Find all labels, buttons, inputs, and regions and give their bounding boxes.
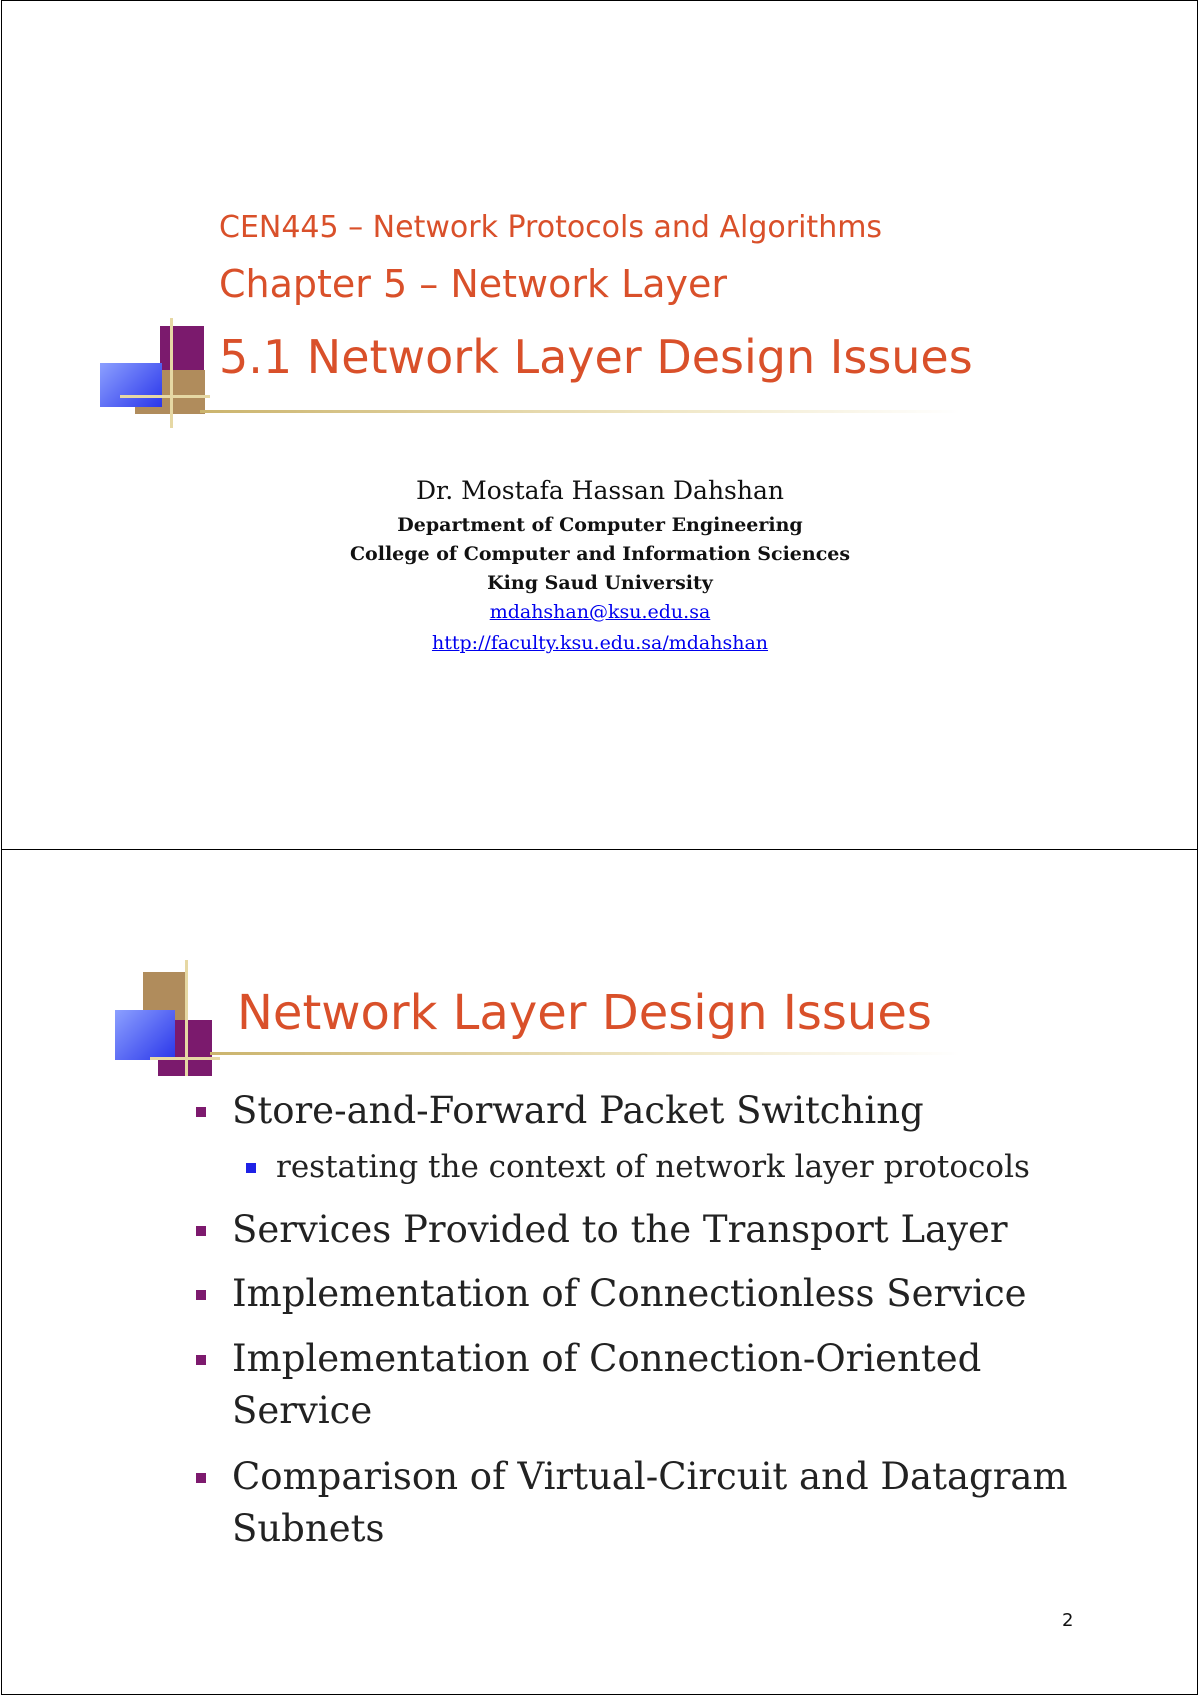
section-title: 5.1 Network Layer Design Issues xyxy=(219,330,973,384)
square-bullet-icon xyxy=(196,1107,206,1117)
course-title: CEN445 – Network Protocols and Algorithms xyxy=(219,210,883,245)
square-bullet-icon xyxy=(196,1226,206,1236)
square-bullet-icon xyxy=(196,1355,206,1365)
department: Department of Computer Engineering xyxy=(397,514,803,536)
bullet-text: Store-and-Forward Packet Switching xyxy=(232,1089,924,1132)
slide-title: Network Layer Design Issues xyxy=(237,985,932,1041)
bullet-text: Comparison of Virtual-Circuit and Datagram xyxy=(232,1455,1068,1498)
bullet-text: restating the context of network layer protocols xyxy=(276,1149,1030,1185)
bullet-text: Services Provided to the Transport Layer xyxy=(232,1208,1008,1251)
email-link[interactable]: mdahshan@ksu.edu.sa xyxy=(489,601,711,623)
square-bullet-icon xyxy=(196,1290,206,1300)
bullet-text-continued: Service xyxy=(232,1389,373,1432)
title-slide xyxy=(1,0,1198,850)
bullet-text: Implementation of Connectionless Service xyxy=(232,1272,1027,1315)
website-link[interactable]: http://faculty.ksu.edu.sa/mdahshan xyxy=(431,632,769,654)
page-number: 2 xyxy=(1062,1610,1074,1631)
college: College of Computer and Information Sciences xyxy=(349,543,851,565)
bullet-text: Implementation of Connection-Oriented xyxy=(232,1337,982,1380)
email-link-row xyxy=(0,601,1200,623)
university: King Saud University xyxy=(487,572,713,594)
website-link-row xyxy=(0,632,1200,654)
chapter-title: Chapter 5 – Network Layer xyxy=(219,262,728,306)
square-bullet-icon xyxy=(196,1473,206,1483)
author-name: Dr. Mostafa Hassan Dahshan xyxy=(416,476,784,505)
bullet-text-continued: Subnets xyxy=(232,1507,385,1550)
square-bullet-icon xyxy=(246,1163,256,1173)
